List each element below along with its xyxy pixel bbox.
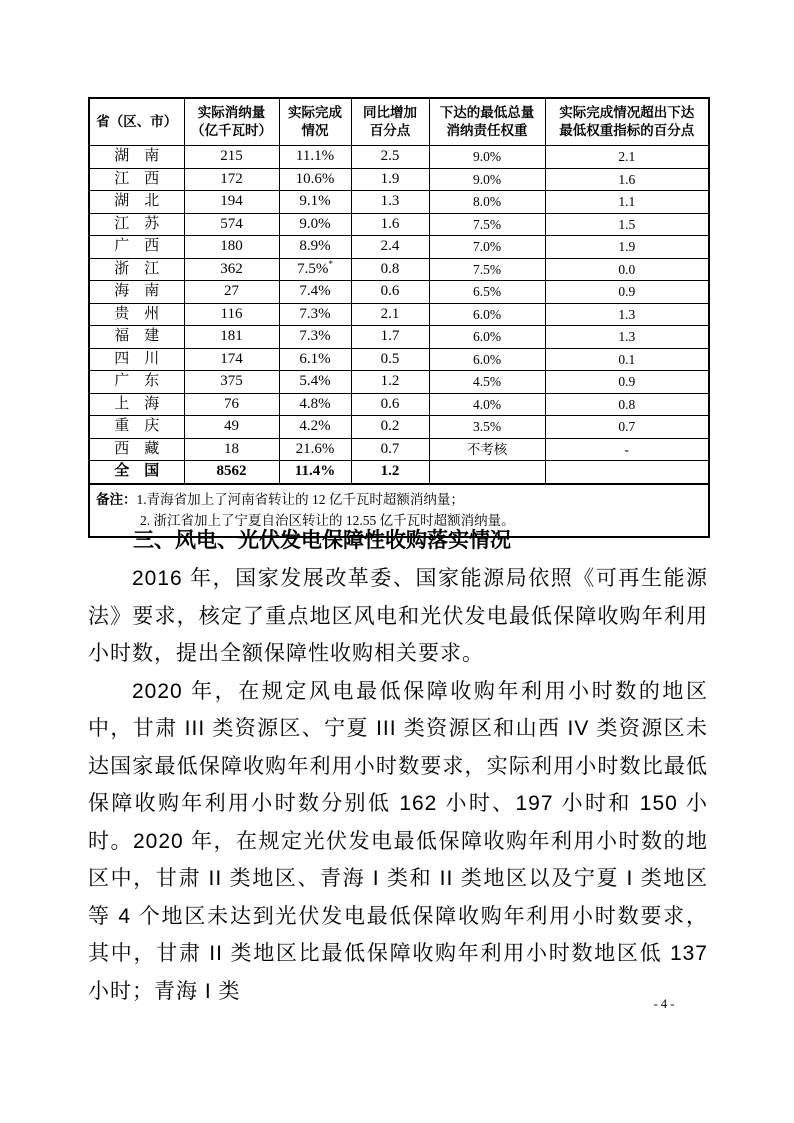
footnote-marker: * xyxy=(328,258,333,269)
completion-cell: 7.5%* xyxy=(279,258,351,281)
table-body xyxy=(89,146,709,484)
yoy-cell: 0.6 xyxy=(351,393,429,416)
yoy-cell: 1.2 xyxy=(351,461,429,484)
table-row xyxy=(89,416,709,439)
completion-cell: 9.1% xyxy=(279,191,351,214)
yoy-cell: 1.7 xyxy=(351,326,429,349)
col-header-line: 情况 xyxy=(301,123,329,138)
exceed-cell: 0.9 xyxy=(545,281,709,304)
table-row xyxy=(89,258,709,281)
exceed-cell: - xyxy=(545,438,709,461)
completion-cell: 7.4% xyxy=(279,281,351,304)
min-weight-cell: 9.0% xyxy=(429,146,545,169)
table-row xyxy=(89,191,709,214)
consumption-cell: 76 xyxy=(184,393,279,416)
completion-cell: 8.9% xyxy=(279,236,351,259)
exceed-cell: 2.1 xyxy=(545,146,709,169)
table-row xyxy=(89,281,709,304)
col-header-line: 消纳责任权重 xyxy=(446,123,528,138)
exceed-cell: 0.0 xyxy=(545,258,709,281)
consumption-cell: 181 xyxy=(184,326,279,349)
yoy-cell: 1.6 xyxy=(351,213,429,236)
yoy-cell: 1.2 xyxy=(351,371,429,394)
yoy-cell: 2.1 xyxy=(351,303,429,326)
consumption-cell: 215 xyxy=(184,146,279,169)
min-weight-cell: 4.5% xyxy=(429,371,545,394)
province-cell: 西 藏 xyxy=(89,438,184,461)
min-weight-cell: 9.0% xyxy=(429,168,545,191)
consumption-cell: 8562 xyxy=(184,461,279,484)
col-header-line: 省（区、市） xyxy=(96,114,178,129)
completion-cell: 5.4% xyxy=(279,371,351,394)
exceed-cell: 1.6 xyxy=(545,168,709,191)
completion-cell: 11.4% xyxy=(279,461,351,484)
col-header-line: 同比增加 xyxy=(363,105,417,120)
min-weight-cell: 8.0% xyxy=(429,191,545,214)
remark-label: 备注： xyxy=(96,491,137,507)
exceed-cell: 0.9 xyxy=(545,371,709,394)
table-row xyxy=(89,438,709,461)
table-row xyxy=(89,393,709,416)
exceed-cell: 1.5 xyxy=(545,213,709,236)
min-weight-cell: 不考核 xyxy=(429,438,545,461)
consumption-cell: 27 xyxy=(184,281,279,304)
table-row xyxy=(89,348,709,371)
min-weight-cell: 6.0% xyxy=(429,348,545,371)
remark-text-2: 2. 浙江省加上了宁夏自治区转让的 12.55 亿千瓦时超额消纳量。 xyxy=(140,512,515,528)
province-cell: 海 南 xyxy=(89,281,184,304)
yoy-cell: 0.6 xyxy=(351,281,429,304)
consumption-table-section xyxy=(88,97,708,538)
province-cell: 四 川 xyxy=(89,348,184,371)
exceed-cell: 0.8 xyxy=(545,393,709,416)
col-header-yoy xyxy=(351,98,429,146)
col-header-line: 实际完成 xyxy=(288,105,342,120)
body-paragraph: 2016 年，国家发展改革委、国家能源局依照《可再生能源法》要求，核定了重点地区风电和光伏发电最低保障收购年利用小时数，提出全额保障性收购相关要求。 xyxy=(88,567,708,665)
consumption-table xyxy=(88,97,710,538)
completion-cell: 21.6% xyxy=(279,438,351,461)
yoy-cell: 0.5 xyxy=(351,348,429,371)
yoy-cell: 1.9 xyxy=(351,168,429,191)
table-row xyxy=(89,461,709,484)
min-weight-cell: 4.0% xyxy=(429,393,545,416)
completion-cell: 6.1% xyxy=(279,348,351,371)
consumption-cell: 180 xyxy=(184,236,279,259)
completion-cell: 7.3% xyxy=(279,326,351,349)
yoy-cell: 1.3 xyxy=(351,191,429,214)
col-header-line: 下达的最低总量 xyxy=(439,105,535,120)
province-cell: 广 东 xyxy=(89,371,184,394)
exceed-cell: 0.7 xyxy=(545,416,709,439)
exceed-cell: 1.9 xyxy=(545,236,709,259)
min-weight-cell: 7.0% xyxy=(429,236,545,259)
yoy-cell: 2.5 xyxy=(351,146,429,169)
table-row xyxy=(89,146,709,169)
consumption-cell: 194 xyxy=(184,191,279,214)
min-weight-cell xyxy=(429,461,545,484)
yoy-cell: 2.4 xyxy=(351,236,429,259)
completion-cell: 11.1% xyxy=(279,146,351,169)
consumption-cell: 18 xyxy=(184,438,279,461)
province-cell: 江 西 xyxy=(89,168,184,191)
consumption-cell: 174 xyxy=(184,348,279,371)
yoy-cell: 0.8 xyxy=(351,258,429,281)
remark-line-1 xyxy=(96,489,702,510)
consumption-cell: 375 xyxy=(184,371,279,394)
province-cell: 广 西 xyxy=(89,236,184,259)
min-weight-cell: 7.5% xyxy=(429,213,545,236)
completion-cell: 9.0% xyxy=(279,213,351,236)
page-number: - 4 - xyxy=(653,997,675,1011)
col-header-consumption xyxy=(184,98,279,146)
table-header-row xyxy=(89,98,709,146)
col-header-line: 实际完成情况超出下达 xyxy=(559,105,695,120)
province-cell: 上 海 xyxy=(89,393,184,416)
table-row xyxy=(89,326,709,349)
body-text-block xyxy=(88,522,708,1010)
table-row xyxy=(89,236,709,259)
col-header-line: 实际消纳量 xyxy=(197,105,266,120)
table-row xyxy=(89,303,709,326)
completion-cell: 7.3% xyxy=(279,303,351,326)
col-header-completion xyxy=(279,98,351,146)
table-row xyxy=(89,213,709,236)
completion-cell: 10.6% xyxy=(279,168,351,191)
completion-cell: 4.2% xyxy=(279,416,351,439)
col-header-min-weight xyxy=(429,98,545,146)
province-cell: 江 苏 xyxy=(89,213,184,236)
completion-cell: 4.8% xyxy=(279,393,351,416)
table-header xyxy=(89,98,709,146)
province-cell: 湖 北 xyxy=(89,191,184,214)
min-weight-cell: 6.5% xyxy=(429,281,545,304)
province-cell: 福 建 xyxy=(89,326,184,349)
province-cell: 浙 江 xyxy=(89,258,184,281)
table-row xyxy=(89,371,709,394)
body-paragraph: 2020 年，在规定风电最低保障收购年利用小时数的地区中，甘肃 III 类资源区、宁夏 III 类资源区和山西 IV 类资源区未达国家最低保障收购年利用小时数要求，实际利用小时数比最低保障收购年利用小时数分别低 162 小时、197 小时和 150 小时。2020 年，在规定光伏发电最低保障收购年利用小时数的地区中，甘肃 II 类地区、青海 I 类和 II 类地区以及宁夏 I 类地区等 4 个地区未达到光伏发电最低保障收购年利用小时数要求，其中，甘肃 II 类地区比最低保障收购年利用小时数地区低 137 小时；青海 I 类 xyxy=(88,679,708,1003)
col-header-province xyxy=(89,98,184,146)
table-row xyxy=(89,168,709,191)
exceed-cell: 1.1 xyxy=(545,191,709,214)
consumption-cell: 49 xyxy=(184,416,279,439)
province-cell: 重 庆 xyxy=(89,416,184,439)
remark-text-1: 1.青海省加上了河南省转让的 12 亿千瓦时超额消纳量； xyxy=(136,491,464,507)
col-header-line: 百分点 xyxy=(369,123,411,138)
section-heading: 三、风电、光伏发电保障性收购落实情况 xyxy=(133,529,511,552)
province-cell: 全 国 xyxy=(89,461,184,484)
min-weight-cell: 6.0% xyxy=(429,326,545,349)
col-header-line: （亿千瓦时） xyxy=(191,123,272,138)
yoy-cell: 0.7 xyxy=(351,438,429,461)
col-header-line: 最低权重指标的百分点 xyxy=(559,123,695,138)
exceed-cell: 1.3 xyxy=(545,326,709,349)
consumption-cell: 116 xyxy=(184,303,279,326)
exceed-cell: 1.3 xyxy=(545,303,709,326)
province-cell: 贵 州 xyxy=(89,303,184,326)
exceed-cell: 0.1 xyxy=(545,348,709,371)
exceed-cell xyxy=(545,461,709,484)
min-weight-cell: 7.5% xyxy=(429,258,545,281)
consumption-cell: 172 xyxy=(184,168,279,191)
consumption-cell: 574 xyxy=(184,213,279,236)
province-cell: 湖 南 xyxy=(89,146,184,169)
consumption-cell: 362 xyxy=(184,258,279,281)
col-header-exceed xyxy=(545,98,709,146)
min-weight-cell: 3.5% xyxy=(429,416,545,439)
yoy-cell: 0.2 xyxy=(351,416,429,439)
min-weight-cell: 6.0% xyxy=(429,303,545,326)
